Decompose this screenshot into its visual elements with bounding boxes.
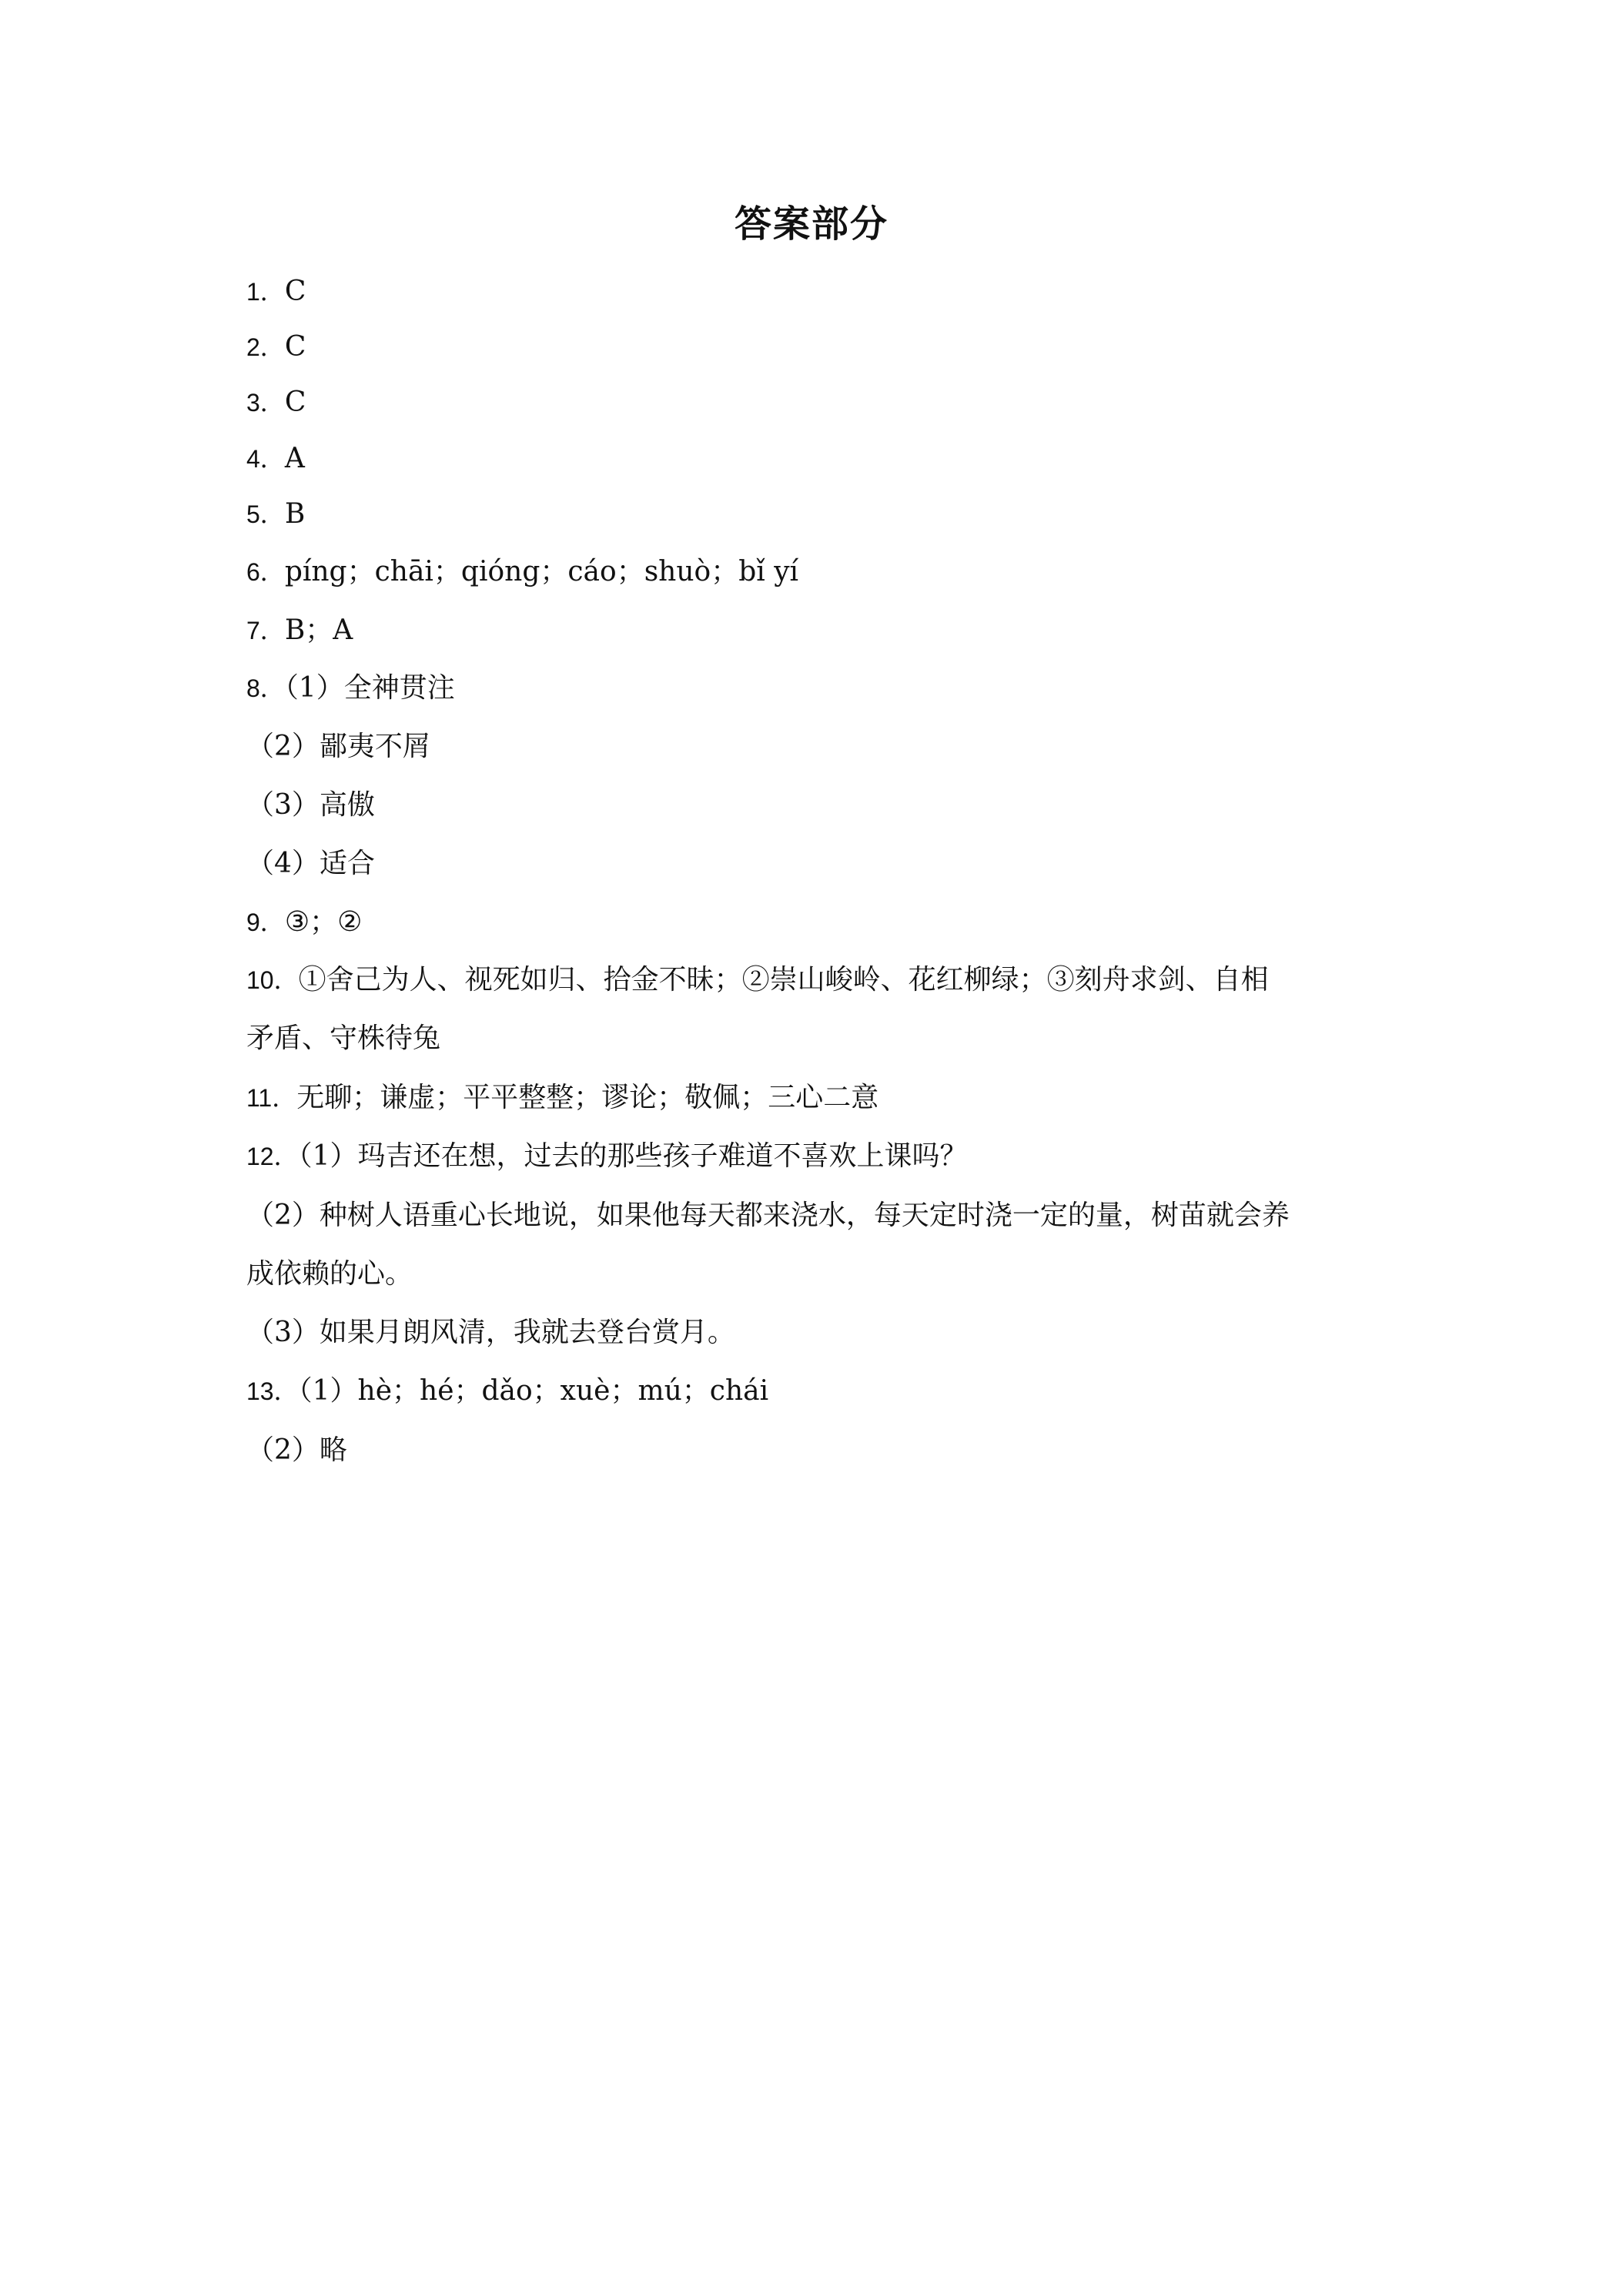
answer-text: B；A [284, 614, 353, 646]
answer-number: 5． [246, 500, 285, 528]
answer-number: 6． [246, 558, 285, 586]
answer-number: 3． [246, 389, 285, 417]
answer-number: 12． [246, 1143, 299, 1170]
answer-text: ③；② [284, 906, 363, 938]
answer-line [246, 729, 1386, 765]
answer-number: 4． [246, 445, 285, 473]
answer-line [246, 905, 1386, 940]
answer-number: 11． [246, 1084, 297, 1112]
answer-text: C [284, 331, 306, 363]
answer-text: 矛盾、守株待兔 [246, 1022, 441, 1054]
answer-line [246, 385, 1386, 420]
answer-line [246, 1374, 1386, 1409]
answer-text: （3）如果月朗风清，我就去登台赏月。 [246, 1317, 735, 1348]
answer-text: （1）玛吉还在想，过去的那些孩子难道不喜欢上课吗？ [298, 1140, 968, 1172]
answer-text: B [284, 498, 306, 530]
answer-line [246, 1139, 1386, 1174]
answer-line [246, 330, 1386, 365]
answer-text: （2）种树人语重心长地说，如果他每天都来浇水，每天定时浇一定的量，树苗就会养 [246, 1200, 1290, 1231]
answer-text: 无聊；谦虚；平平整整；谬论；敬佩；三心二意 [296, 1082, 879, 1113]
answer-text: （2）略 [246, 1434, 347, 1466]
answer-line [246, 497, 1386, 532]
answer-number: 1． [246, 278, 285, 306]
answer-number: 8． [246, 674, 285, 702]
answer-number: 2． [246, 333, 285, 361]
answer-number: 13． [246, 1377, 299, 1405]
answer-line [246, 788, 1386, 823]
answer-number: 7． [246, 617, 285, 644]
answer-line [246, 962, 1386, 998]
answer-text: 成依赖的心。 [246, 1258, 413, 1290]
answer-line [246, 1198, 1386, 1233]
answer-line [246, 441, 1386, 477]
answer-text: píng；chāi；qióng；cáo；shuò；bǐ yí [284, 556, 799, 587]
answer-number: 10． [246, 966, 299, 994]
answer-text: （3）高傲 [246, 789, 375, 821]
answer-line [246, 1257, 1386, 1292]
answer-text: C [284, 387, 306, 418]
answer-text: C [284, 276, 306, 307]
answer-number: 9． [246, 909, 285, 936]
answer-line [246, 846, 1386, 882]
answer-line [246, 613, 1386, 648]
answer-text: ①舍己为人、视死如归、拾金不昧；②崇山峻岭、花红柳绿；③刻舟求剑、自相 [298, 964, 1269, 996]
answer-text: （1）hè；hé；dǎo；xuè；mú；chái [298, 1375, 769, 1407]
answer-line [246, 671, 1386, 706]
answer-line [246, 1080, 1386, 1116]
answer-text: （1）全神贯注 [284, 672, 455, 704]
answer-line [246, 1433, 1386, 1468]
answer-text: （4）适合 [246, 848, 375, 879]
answer-line [246, 1315, 1386, 1350]
page-title: 答案部分 [734, 202, 888, 246]
answer-text: （2）鄙夷不屑 [246, 731, 430, 762]
answer-line [246, 274, 1386, 310]
answer-line [246, 1021, 1386, 1056]
answer-line [246, 554, 1386, 590]
answer-text: A [284, 443, 305, 474]
